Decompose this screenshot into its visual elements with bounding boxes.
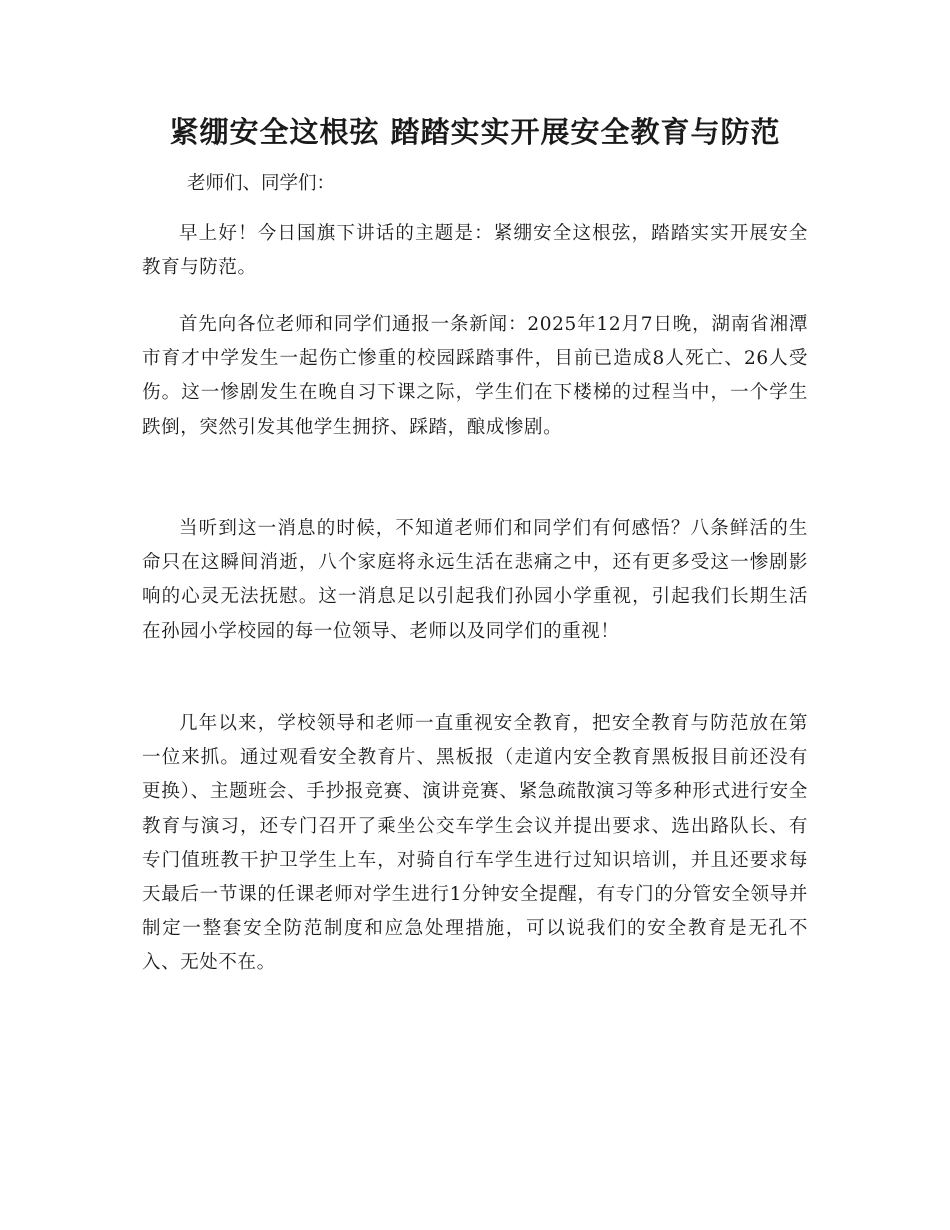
salutation: 老师们、同学们： <box>187 173 336 194</box>
paragraph-news: 首先向各位老师和同学们通报一条新闻：2025年12月7日晚，湖南省湘潭市育才中学发生一起伤亡惨重的校园踩踏事件，目前已造成8人死亡、26人受伤。这一惨剧发生在晚自习下课之际，学生们在下楼梯的过程当中，一个学生跌倒，突然引发其他学生拥挤、踩踏，酿成惨剧。 <box>142 314 808 438</box>
paragraph-reflection: 当听到这一消息的时候，不知道老师们和同学们有何感悟？八条鲜活的生命只在这瞬间消逝，八个家庭将永远生活在悲痛之中，还有更多受这一惨剧影响的心灵无法抚慰。这一消息足以引起我们孙园小学重视，引起我们长期生活在孙园小学校园的每一位领导、老师以及同学们的重视！ <box>142 518 808 642</box>
paragraph-school-measures: 几年以来，学校领导和老师一直重视安全教育，把安全教育与防范放在第一位来抓。通过观看安全教育片、黑板报（走道内安全教育黑板报目前还没有更换）、主题班会、手抄报竞赛、演讲竞赛、紧急疏散演习等多种形式进行安全教育与演习，还专门召开了乘坐公交车学生会议并提出要求、选出路队长、有专门值班教干护卫学生上车，对骑自行车学生进行过知识培训，并且还要求每天最后一节课的任课老师对学生进行1分钟安全提醒，有专门的分管安全领导并制定一整套安全防范制度和应急处理措施，可以说我们的安全教育是无孔不入、无处不在。 <box>142 713 808 974</box>
document-title: 紧绷安全这根弦 踏踏实实开展安全教育与防范 <box>169 115 781 149</box>
paragraph-greeting: 早上好！今日国旗下讲话的主题是：紧绷安全这根弦，踏踏实实开展安全教育与防范。 <box>142 223 808 279</box>
